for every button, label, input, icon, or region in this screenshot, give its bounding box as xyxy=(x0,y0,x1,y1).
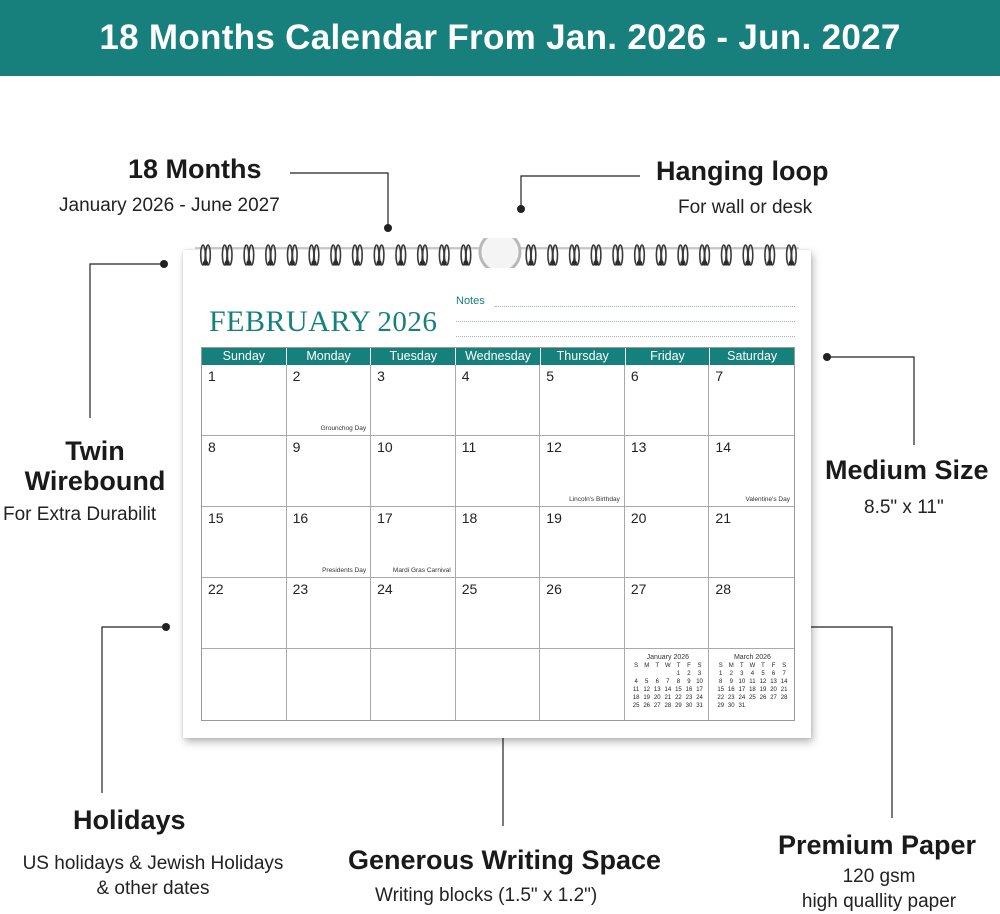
mini-day: 31 xyxy=(696,703,703,709)
day-number: 28 xyxy=(715,581,731,597)
banner-title: 18 Months Calendar From Jan. 2026 - Jun. 2027 xyxy=(0,0,1000,76)
mini-day: 1 xyxy=(676,671,681,677)
mini-weekday: T xyxy=(676,663,681,669)
day-cell[interactable] xyxy=(371,507,456,578)
day-number: 9 xyxy=(292,439,301,455)
mini-day: 27 xyxy=(653,703,661,709)
mini-day: 8 xyxy=(719,679,723,685)
holidays-callout-sub-line1: US holidays & Jewish Holidays xyxy=(22,853,284,874)
punch-hole xyxy=(789,260,794,265)
day-number: 4 xyxy=(461,368,470,384)
day-cell[interactable] xyxy=(540,436,625,507)
punch-hole xyxy=(702,260,707,265)
day-cell[interactable] xyxy=(202,649,287,720)
mini-calendar-title: January 2026 xyxy=(646,654,690,661)
mini-day: 8 xyxy=(676,679,681,685)
mini-day xyxy=(652,671,663,677)
day-cell[interactable] xyxy=(625,436,710,507)
month-grid xyxy=(201,347,795,721)
mini-day: 7 xyxy=(782,671,786,677)
mini-day: 21 xyxy=(780,687,788,693)
punch-hole xyxy=(442,260,447,265)
mini-day: 10 xyxy=(738,679,746,685)
mini-day xyxy=(631,671,642,677)
punch-hole xyxy=(268,260,273,265)
punch-hole xyxy=(550,260,555,265)
day-cell[interactable] xyxy=(287,578,372,649)
mini-day: 26 xyxy=(759,695,767,701)
weekday-header: Friday xyxy=(626,348,711,365)
weekday-header: Sunday xyxy=(202,348,287,365)
day-cell[interactable] xyxy=(540,578,625,649)
mini-day: 29 xyxy=(717,703,725,709)
punch-hole xyxy=(680,260,685,265)
mini-day: 16 xyxy=(685,687,693,693)
mini-weekday: T xyxy=(740,663,744,669)
day-cell[interactable] xyxy=(540,649,625,720)
mini-weekday: M xyxy=(644,663,650,669)
wire-callout-title xyxy=(10,436,180,496)
mini-day: 9 xyxy=(729,679,733,685)
holiday-label: Valentine's Day xyxy=(745,496,790,503)
weekday-header: Saturday xyxy=(727,349,778,363)
mini-day: 16 xyxy=(727,687,735,693)
holiday-label: Lincoln's Birthday xyxy=(569,496,620,503)
day-number: 3 xyxy=(377,368,385,384)
mini-day: 17 xyxy=(738,687,746,693)
mini-calendar-grid xyxy=(715,663,789,709)
mini-day: 27 xyxy=(770,695,777,701)
mini-calendar xyxy=(715,654,789,709)
mini-day: 3 xyxy=(697,671,702,677)
mini-day: 11 xyxy=(749,679,756,685)
day-cell[interactable] xyxy=(287,649,372,720)
punch-hole xyxy=(203,260,208,265)
mini-weekday: M xyxy=(728,663,734,669)
holiday-label: Grounchog Day xyxy=(320,425,367,432)
wire-callout-title-line2: Wirebound xyxy=(24,466,166,496)
months-callout-title: 18 Months xyxy=(128,154,262,184)
mini-day: 14 xyxy=(780,679,788,685)
day-cell[interactable] xyxy=(456,365,541,436)
mini-day: 13 xyxy=(653,687,661,693)
day-number: 1 xyxy=(208,368,216,384)
day-number: 13 xyxy=(630,439,647,455)
mini-day: 19 xyxy=(643,695,651,701)
holiday-label: Presidents Day xyxy=(322,567,367,574)
day-cell[interactable] xyxy=(709,365,794,436)
mini-calendar-title: March 2026 xyxy=(733,654,771,661)
size-callout-sub: 8.5" x 11" xyxy=(864,497,944,518)
punch-hole xyxy=(767,260,772,265)
calendar-sheet xyxy=(183,250,811,738)
punch-hole xyxy=(355,260,360,265)
wire-callout-sub: For Extra Durabilit xyxy=(3,504,157,525)
day-cell[interactable] xyxy=(709,578,794,649)
weekday-header: Wednesday xyxy=(456,348,541,365)
mini-day: 13 xyxy=(770,679,777,685)
punch-hole xyxy=(572,260,577,265)
day-number: 18 xyxy=(461,510,478,526)
mini-day: 11 xyxy=(633,687,640,693)
mini-day: 17 xyxy=(696,687,703,693)
punch-hole xyxy=(225,260,230,265)
punch-hole xyxy=(615,260,620,265)
mini-day: 28 xyxy=(664,703,672,709)
day-cell[interactable] xyxy=(287,365,372,436)
mini-day: 15 xyxy=(675,687,682,693)
mini-day: 20 xyxy=(653,695,661,701)
mini-day: 7 xyxy=(666,679,670,685)
loop-callout-title: Hanging loop xyxy=(656,156,829,186)
month-grid-body xyxy=(202,365,794,720)
mini-day: 30 xyxy=(727,703,735,709)
day-number: 7 xyxy=(715,368,724,384)
day-number: 10 xyxy=(377,439,393,455)
day-number: 21 xyxy=(715,510,731,526)
day-cell[interactable] xyxy=(371,436,456,507)
mini-day xyxy=(758,703,769,709)
day-number: 25 xyxy=(461,581,478,597)
day-cell[interactable] xyxy=(540,507,625,578)
day-cell[interactable] xyxy=(371,649,456,720)
day-number: 27 xyxy=(630,581,647,597)
mini-day: 31 xyxy=(738,703,746,709)
day-number: 5 xyxy=(546,368,555,384)
punch-hole xyxy=(594,260,599,265)
day-cell[interactable] xyxy=(371,365,456,436)
twin-wire-binding xyxy=(195,238,799,268)
mini-calendar-grid xyxy=(631,663,705,709)
weekday-header: Monday xyxy=(287,348,372,365)
punch-hole xyxy=(377,260,382,265)
day-number: 12 xyxy=(546,439,562,455)
mini-day xyxy=(747,703,758,709)
mini-day: 22 xyxy=(717,695,725,701)
mini-day xyxy=(768,703,779,709)
day-cell[interactable] xyxy=(287,436,372,507)
notes-line xyxy=(456,336,795,337)
mini-weekday: T xyxy=(655,663,660,669)
day-number: 22 xyxy=(208,581,224,597)
day-number: 19 xyxy=(546,510,562,526)
punch-hole xyxy=(528,260,533,265)
mini-day: 25 xyxy=(632,703,640,709)
mini-day: 4 xyxy=(634,679,638,685)
mini-weekday: F xyxy=(771,663,776,669)
mini-weekday: S xyxy=(718,663,723,669)
day-cell[interactable] xyxy=(456,436,541,507)
punch-hole xyxy=(463,260,468,265)
mini-day: 18 xyxy=(749,687,756,693)
wire-callout-title-line1: Twin xyxy=(65,436,125,466)
weekday-header: Thursday xyxy=(541,348,626,365)
day-cell[interactable] xyxy=(202,578,287,649)
day-cell[interactable] xyxy=(202,436,287,507)
mini-day: 22 xyxy=(675,695,682,701)
mini-day xyxy=(641,671,652,677)
notes-label: Notes xyxy=(456,295,485,307)
day-cell[interactable] xyxy=(709,436,794,507)
mini-weekday: S xyxy=(634,663,639,669)
mini-weekday: S xyxy=(782,663,787,669)
holidays-callout-sub-line2: & other dates xyxy=(96,878,210,899)
weekday-header: Tuesday xyxy=(371,348,456,365)
writing-callout-sub: Writing blocks (1.5" x 1.2") xyxy=(375,885,598,906)
day-cell[interactable] xyxy=(709,507,794,578)
punch-hole xyxy=(246,260,251,265)
mini-day: 25 xyxy=(749,695,756,701)
mini-day xyxy=(779,703,790,709)
mini-day: 9 xyxy=(687,679,691,685)
day-cell[interactable] xyxy=(625,649,710,720)
mini-day: 23 xyxy=(727,695,735,701)
punch-hole xyxy=(420,260,425,265)
mini-weekday: W xyxy=(665,663,671,669)
mini-day: 2 xyxy=(729,671,733,677)
paper-callout-sub-line2: high quallity paper xyxy=(801,891,957,912)
day-cell[interactable] xyxy=(456,507,541,578)
hanging-loop xyxy=(480,238,520,268)
punch-hole xyxy=(745,260,750,265)
punch-hole xyxy=(724,260,729,265)
day-cell[interactable] xyxy=(709,649,794,720)
day-cell[interactable] xyxy=(456,578,541,649)
holiday-label: Mardi Gras Carnival xyxy=(392,567,451,574)
day-number: 17 xyxy=(377,510,393,526)
mini-day: 30 xyxy=(685,703,693,709)
months-callout-sub: January 2026 - June 2027 xyxy=(59,195,280,216)
paper-callout-title: Premium Paper xyxy=(777,830,977,860)
day-cell[interactable] xyxy=(287,507,372,578)
mini-day: 24 xyxy=(738,695,746,701)
mini-weekday: W xyxy=(749,663,756,669)
mini-day xyxy=(663,671,674,677)
mini-day: 5 xyxy=(761,671,765,677)
notes-line xyxy=(456,321,795,322)
mini-day: 6 xyxy=(771,671,776,677)
paper-callout-sub xyxy=(776,864,982,914)
day-cell[interactable] xyxy=(202,507,287,578)
day-cell[interactable] xyxy=(456,649,541,720)
day-number: 24 xyxy=(377,581,393,597)
mini-day: 5 xyxy=(645,679,649,685)
mini-day: 4 xyxy=(750,671,755,677)
day-cell[interactable] xyxy=(202,365,287,436)
day-number: 11 xyxy=(461,439,477,455)
mini-day: 20 xyxy=(770,687,777,693)
punch-hole xyxy=(659,260,664,265)
mini-day: 12 xyxy=(759,679,767,685)
mini-day: 24 xyxy=(696,695,703,701)
mini-day: 19 xyxy=(759,687,767,693)
size-callout-title: Medium Size xyxy=(825,455,989,485)
holidays-callout-sub xyxy=(0,851,306,901)
day-cell[interactable] xyxy=(625,365,710,436)
punch-hole xyxy=(333,260,338,265)
day-number: 20 xyxy=(630,510,647,526)
day-cell[interactable] xyxy=(625,507,710,578)
mini-day: 26 xyxy=(643,703,651,709)
calendar-month-title xyxy=(209,305,437,339)
punch-hole xyxy=(398,260,403,265)
mini-day: 10 xyxy=(696,679,703,685)
day-number: 8 xyxy=(208,439,216,455)
day-number: 6 xyxy=(630,368,639,384)
day-cell[interactable] xyxy=(540,365,625,436)
mini-weekday: S xyxy=(697,663,702,669)
day-number: 26 xyxy=(546,581,562,597)
calendar-year: 2026 xyxy=(377,306,438,338)
mini-day: 14 xyxy=(664,687,672,693)
mini-day: 3 xyxy=(740,671,744,677)
mini-day: 23 xyxy=(685,695,693,701)
mini-weekday: F xyxy=(687,663,691,669)
paper-callout-sub-line1: 120 gsm xyxy=(842,866,916,887)
holidays-callout-title: Holidays xyxy=(73,805,186,835)
mini-day: 1 xyxy=(719,671,723,677)
writing-callout-title: Generous Writing Space xyxy=(348,845,662,875)
mini-day: 29 xyxy=(675,703,682,709)
mini-weekday: T xyxy=(761,663,765,669)
mini-day: 21 xyxy=(664,695,672,701)
mini-day: 6 xyxy=(655,679,659,685)
weekday-header-row xyxy=(202,348,794,365)
notes-line xyxy=(495,306,795,307)
mini-day: 2 xyxy=(687,671,691,677)
mini-day: 12 xyxy=(643,687,651,693)
mini-day: 28 xyxy=(780,695,788,701)
mini-day: 15 xyxy=(717,687,725,693)
punch-hole xyxy=(290,260,295,265)
day-number: 16 xyxy=(292,510,309,526)
mini-day: 18 xyxy=(632,695,640,701)
punch-hole xyxy=(311,260,316,265)
mini-calendar xyxy=(631,654,705,709)
loop-callout-sub: For wall or desk xyxy=(678,197,813,218)
day-number: 15 xyxy=(208,510,224,526)
day-cell[interactable] xyxy=(625,578,710,649)
day-number: 14 xyxy=(715,439,731,455)
punch-hole xyxy=(637,260,642,265)
calendar-month-name: FEBRUARY xyxy=(209,305,372,338)
day-cell[interactable] xyxy=(371,578,456,649)
day-number: 23 xyxy=(292,581,309,597)
day-number: 2 xyxy=(292,368,301,384)
